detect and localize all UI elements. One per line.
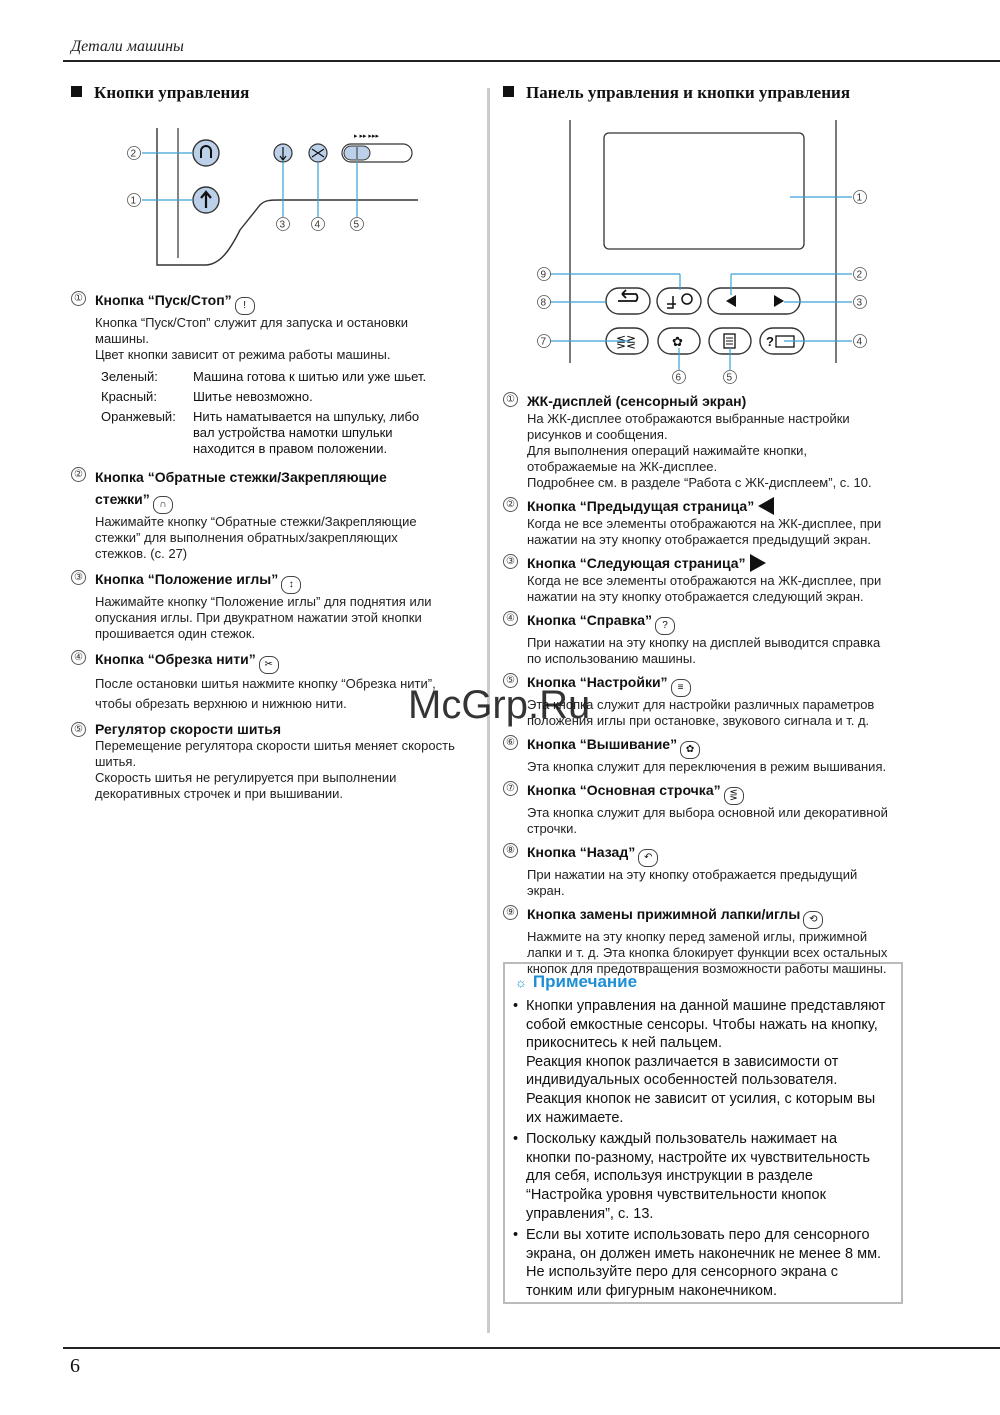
- item-title: Кнопка “Следующая страница”: [527, 553, 913, 573]
- callout-2: [854, 268, 867, 281]
- callout-5: 5: [353, 219, 360, 231]
- svg-text:9: 9: [540, 269, 547, 281]
- item-body: На ЖК-дисплее отображаются выбранные настройки рисунков и сообщения. Для выполнения операций нажимайте кнопки, отображаемые на ЖК-дисплее. Подробнее см. в разделе “Работа с ЖК-дисплеем”, с. 10.: [527, 411, 872, 490]
- list-item: [503, 610, 913, 667]
- callout-3: [854, 296, 867, 309]
- embroidery-icon: ✿: [680, 741, 700, 759]
- item-title: Кнопка “Справка” ?: [527, 610, 913, 635]
- item-number: ①: [71, 291, 86, 306]
- item-number: ⑤: [71, 722, 86, 737]
- item-title: Кнопка “Пуск/Стоп” !: [95, 290, 471, 315]
- item-title: Кнопка “Назад” ↶: [527, 842, 913, 867]
- svg-text:4: 4: [856, 336, 863, 348]
- callout-9: [538, 268, 551, 281]
- note-bullet: • Если вы хотите использовать перо для сенсорного экрана, он должен иметь наконечник не менее 8 мм. Не используйте перо для сенсорного экрана с тонким или фигурным наконечником.: [513, 1226, 899, 1300]
- svg-text:7: 7: [540, 336, 547, 348]
- page-number: 6: [70, 1355, 80, 1377]
- footer-rule: [63, 1347, 1000, 1349]
- callout-4: [854, 335, 867, 348]
- item-body: Когда не все элементы отображаются на ЖК-дисплее, при нажатии на эту кнопку отображается следующий экран.: [527, 573, 882, 604]
- item-body: При нажатии на эту кнопку отображается предыдущий экран.: [527, 867, 858, 898]
- settings-icon: ≡: [671, 679, 691, 697]
- note-box: [503, 962, 903, 1304]
- next-page-icon: [750, 554, 766, 572]
- item-number: ⑧: [503, 843, 518, 858]
- start-stop-icon: !: [235, 297, 255, 315]
- list-item: [503, 734, 913, 775]
- left-section-heading: Кнопки управления: [71, 83, 249, 103]
- svg-text:1: 1: [856, 192, 863, 204]
- color-table: Зеленый: Машина готова к шитью или уже шьет. Красный: Шитье невозможно. Оранжевый: Нить наматывается на шпульку, либо вал устройства намотки шпульки находится в правом положении.: [101, 369, 427, 456]
- svg-text:8: 8: [540, 297, 547, 309]
- item-number: ①: [503, 392, 518, 407]
- control-buttons-figure: [120, 120, 430, 275]
- callout-5: [724, 371, 737, 384]
- list-item: [71, 290, 471, 459]
- left-items-list: [71, 290, 471, 809]
- note-bullet: • Поскольку каждый пользователь нажимает на кнопки по-разному, настройте их чувствительность для себя, используя инструкции в разделе “Настройка уровня чувствительности кнопок управления”, с. 13.: [513, 1130, 899, 1223]
- callout-8: [538, 296, 551, 309]
- item-body: Перемещение регулятора скорости шитья меняет скорость шитья. Скорость шитья не регулируется при выполнении декоративных строчек и при вышивании.: [95, 738, 455, 801]
- list-item: [503, 780, 913, 837]
- presser-foot-button: [657, 288, 701, 314]
- svg-text:✿: ✿: [672, 334, 683, 349]
- prev-page-icon: [758, 497, 774, 515]
- list-item: [71, 721, 471, 802]
- item-body: Нажимайте кнопку “Положение иглы” для поднятия или опускания иглы. При двукратном нажатии этой кнопки прошивается один стежок.: [95, 594, 432, 641]
- svg-text:5: 5: [726, 372, 733, 384]
- page-header-title: Детали машины: [71, 38, 184, 55]
- help-icon: ?: [655, 617, 675, 635]
- item-body: После остановки шитья нажмите кнопку “Обрезка нити”, чтобы обрезать верхнюю и нижнюю нити.: [95, 676, 436, 711]
- item-body: Эта кнопка служит для настройки различных параметров положения иглы при остановке, звукового сигнала и т. д.: [527, 697, 875, 728]
- list-item: [503, 391, 913, 491]
- svg-text:6: 6: [675, 372, 682, 384]
- item-body: Нажимайте кнопку “Обратные стежки/Закрепляющие стежки” для выполнения обратных/закрепляющих стежков. (с. 27): [95, 514, 417, 561]
- callout-4: 4: [314, 219, 321, 231]
- page-nav-button: [708, 288, 800, 314]
- svg-text:3: 3: [856, 297, 863, 309]
- control-panel-figure: [530, 118, 880, 390]
- item-number: ⑦: [503, 781, 518, 796]
- svg-text:⋚⋛: ⋚⋛: [616, 335, 637, 349]
- item-title: Кнопка “Обрезка нити” ✂: [95, 649, 471, 674]
- back-icon: ↶: [638, 849, 658, 867]
- item-number: ④: [71, 650, 86, 665]
- lcd-screen: [604, 133, 804, 249]
- note-list: [513, 997, 899, 1304]
- watermark: McGrp.Ru: [408, 683, 591, 727]
- item-title: Кнопка “Настройки” ≡: [527, 672, 913, 697]
- item-number: ②: [503, 497, 518, 512]
- right-section-heading: Панель управления и кнопки управления: [503, 83, 850, 103]
- speed-marks: ▸ ▸▸ ▸▸▸: [354, 133, 379, 140]
- item-number: ⑥: [503, 735, 518, 750]
- presser-foot-replace-icon: ⟲: [803, 911, 823, 929]
- item-number: ④: [503, 611, 518, 626]
- item-title: Кнопка замены прижимной лапки/иглы ⟲: [527, 904, 913, 929]
- item-title: Кнопка “Положение иглы” ↕: [95, 569, 471, 594]
- item-body: Кнопка “Пуск/Стоп” служит для запуска и остановки машины. Цвет кнопки зависит от режима работы машины.: [95, 315, 408, 362]
- callout-1: 1: [130, 195, 137, 207]
- item-body: При нажатии на эту кнопку на дисплей выводится справка по использованию машины.: [527, 635, 881, 666]
- list-item: [71, 569, 471, 642]
- callout-2: 2: [130, 148, 137, 160]
- list-item: [503, 553, 913, 605]
- item-number: ⑤: [503, 673, 518, 688]
- item-number: ③: [71, 570, 86, 585]
- reverse-stitch-icon: ∩: [153, 496, 173, 514]
- item-title: Кнопка “Основная строчка” ⋚: [527, 780, 913, 805]
- heading-square-icon: [71, 86, 82, 97]
- item-title: Кнопка “Вышивание” ✿: [527, 734, 913, 759]
- item-title: Регулятор скорости шитья: [95, 721, 282, 737]
- item-body: Эта кнопка служит для переключения в режим вышивания.: [527, 759, 887, 774]
- note-title: ☼ Примечание: [515, 972, 638, 991]
- note-bullet: • Кнопки управления на данной машине представляют собой емкостные сенсоры. Чтобы нажать на кнопку, прикоснитесь к ней пальцем. Реакция кнопок различается в зависимости от индивидуальных особенностей пользователя. Реакция кнопок не зависит от усилия, с которым вы их нажимаете.: [513, 997, 899, 1127]
- svg-text:2: 2: [856, 269, 863, 281]
- callout-7: [538, 335, 551, 348]
- list-item: [503, 842, 913, 899]
- callout-3: 3: [279, 219, 286, 231]
- item-title: Кнопка “Предыдущая страница”: [527, 496, 913, 516]
- item-number: ⑨: [503, 905, 518, 920]
- item-title: Кнопка “Обратные стежки/Закрепляющие стежки” ∩: [95, 466, 435, 514]
- heading-square-icon: [503, 86, 514, 97]
- item-number: ③: [503, 554, 518, 569]
- list-item: [71, 466, 471, 562]
- thread-cutter-icon: ✂: [259, 656, 279, 674]
- item-body: Эта кнопка служит для выбора основной или декоративной строчки.: [527, 805, 888, 836]
- item-body: Нажмите на эту кнопку перед заменой иглы, прижимной лапки и т. д. Эта кнопка блокирует функции всех остальных кнопок для предотвращения возможности работы машины.: [527, 929, 888, 976]
- item-title: ЖК-дисплей (сенсорный экран): [527, 393, 747, 409]
- item-body: Когда не все элементы отображаются на ЖК-дисплее, при нажатии на эту кнопку отображается предыдущий экран.: [527, 516, 882, 547]
- callout-6: [673, 371, 686, 384]
- lightbulb-icon: ☼: [515, 975, 527, 990]
- reverse-stitch-button: [193, 140, 219, 166]
- utility-stitch-icon: ⋚: [724, 787, 744, 805]
- item-number: ②: [71, 467, 86, 482]
- header-rule: [63, 60, 1000, 62]
- svg-text:?: ?: [766, 334, 774, 349]
- list-item: [503, 496, 913, 548]
- needle-position-icon: ↕: [281, 576, 301, 594]
- callout-1: [854, 191, 867, 204]
